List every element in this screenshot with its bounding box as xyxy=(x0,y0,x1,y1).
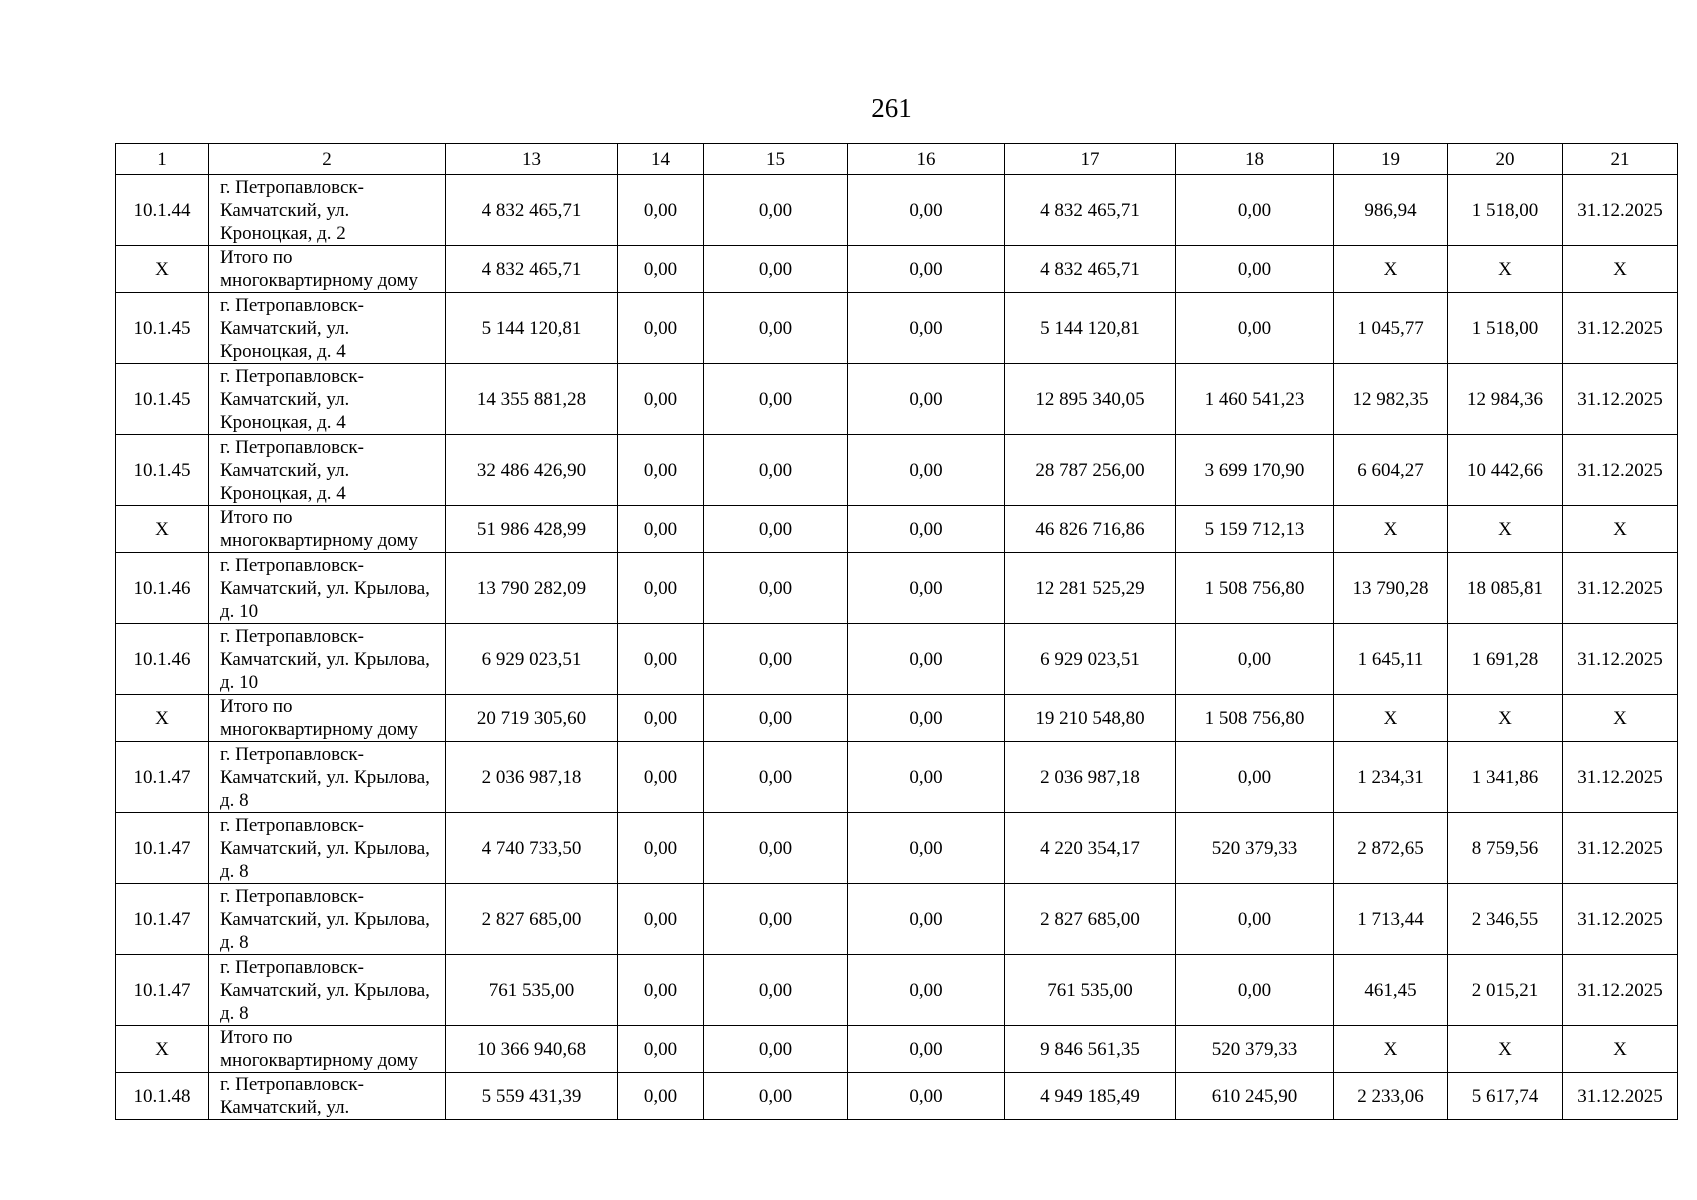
value-cell: 14 355 881,28 xyxy=(446,364,618,435)
value-cell: 12 982,35 xyxy=(1334,364,1448,435)
table-row xyxy=(116,624,1678,695)
value-cell: 31.12.2025 xyxy=(1563,884,1678,955)
column-header: 1 xyxy=(116,144,209,175)
value-cell: 1 518,00 xyxy=(1448,293,1563,364)
table-row xyxy=(116,742,1678,813)
value-cell: 0,00 xyxy=(618,624,704,695)
value-cell: 0,00 xyxy=(1176,955,1334,1026)
value-cell: 2 015,21 xyxy=(1448,955,1563,1026)
value-cell: 31.12.2025 xyxy=(1563,364,1678,435)
address-cell: г. Петропавловск-Камчатский, ул. Кроноцкая, д. 4 xyxy=(209,293,446,364)
address-cell: г. Петропавловск-Камчатский, ул. Крылова, д. 8 xyxy=(209,955,446,1026)
column-header: 20 xyxy=(1448,144,1563,175)
value-cell: 0,00 xyxy=(618,813,704,884)
value-cell: 0,00 xyxy=(618,884,704,955)
table-row xyxy=(116,553,1678,624)
value-cell: 3 699 170,90 xyxy=(1176,435,1334,506)
column-header: 17 xyxy=(1005,144,1176,175)
value-cell: 32 486 426,90 xyxy=(446,435,618,506)
value-cell: 2 233,06 xyxy=(1334,1073,1448,1120)
value-cell: Х xyxy=(1448,246,1563,293)
value-cell: 2 036 987,18 xyxy=(446,742,618,813)
value-cell: 12 895 340,05 xyxy=(1005,364,1176,435)
value-cell: 4 220 354,17 xyxy=(1005,813,1176,884)
value-cell: 12 281 525,29 xyxy=(1005,553,1176,624)
value-cell: 0,00 xyxy=(848,955,1005,1026)
column-header: 2 xyxy=(209,144,446,175)
address-cell: Итого по многоквартирному дому xyxy=(209,695,446,742)
value-cell: 0,00 xyxy=(618,695,704,742)
value-cell: 46 826 716,86 xyxy=(1005,506,1176,553)
row-number-cell: 10.1.48 xyxy=(116,1073,209,1120)
value-cell: 31.12.2025 xyxy=(1563,1073,1678,1120)
value-cell: Х xyxy=(1334,1026,1448,1073)
table-row xyxy=(116,955,1678,1026)
address-cell: Итого по многоквартирному дому xyxy=(209,506,446,553)
value-cell: 0,00 xyxy=(704,175,848,246)
value-cell: 9 846 561,35 xyxy=(1005,1026,1176,1073)
table-row xyxy=(116,813,1678,884)
value-cell: 0,00 xyxy=(704,742,848,813)
address-cell: г. Петропавловск-Камчатский, ул. Кроноцкая, д. 4 xyxy=(209,364,446,435)
value-cell: 12 984,36 xyxy=(1448,364,1563,435)
value-cell: 0,00 xyxy=(848,553,1005,624)
value-cell: 0,00 xyxy=(1176,246,1334,293)
value-cell: Х xyxy=(1448,506,1563,553)
value-cell: 0,00 xyxy=(848,175,1005,246)
column-header: 15 xyxy=(704,144,848,175)
value-cell: 8 759,56 xyxy=(1448,813,1563,884)
column-header: 13 xyxy=(446,144,618,175)
value-cell: 0,00 xyxy=(848,364,1005,435)
value-cell: 0,00 xyxy=(618,955,704,1026)
value-cell: 31.12.2025 xyxy=(1563,293,1678,364)
value-cell: 2 827 685,00 xyxy=(1005,884,1176,955)
value-cell: 0,00 xyxy=(848,742,1005,813)
value-cell: 1 691,28 xyxy=(1448,624,1563,695)
value-cell: Х xyxy=(1563,1026,1678,1073)
table-row xyxy=(116,506,1678,553)
value-cell: 1 508 756,80 xyxy=(1176,553,1334,624)
address-cell: Итого по многоквартирному дому xyxy=(209,1026,446,1073)
value-cell: 1 645,11 xyxy=(1334,624,1448,695)
value-cell: Х xyxy=(1563,246,1678,293)
value-cell: 0,00 xyxy=(1176,742,1334,813)
value-cell: 0,00 xyxy=(848,435,1005,506)
value-cell: 1 460 541,23 xyxy=(1176,364,1334,435)
value-cell: 1 518,00 xyxy=(1448,175,1563,246)
value-cell: 2 036 987,18 xyxy=(1005,742,1176,813)
value-cell: 31.12.2025 xyxy=(1563,553,1678,624)
value-cell: 31.12.2025 xyxy=(1563,813,1678,884)
value-cell: 0,00 xyxy=(618,175,704,246)
value-cell: 0,00 xyxy=(618,1026,704,1073)
table-row xyxy=(116,246,1678,293)
row-number-cell: 10.1.47 xyxy=(116,955,209,1026)
column-header: 21 xyxy=(1563,144,1678,175)
value-cell: 6 604,27 xyxy=(1334,435,1448,506)
row-number-cell: 10.1.46 xyxy=(116,624,209,695)
value-cell: 0,00 xyxy=(704,955,848,1026)
value-cell: 0,00 xyxy=(704,506,848,553)
value-cell: 4 832 465,71 xyxy=(446,175,618,246)
row-number-cell: 10.1.45 xyxy=(116,435,209,506)
value-cell: 761 535,00 xyxy=(446,955,618,1026)
value-cell: 5 559 431,39 xyxy=(446,1073,618,1120)
value-cell: 0,00 xyxy=(1176,175,1334,246)
address-cell: г. Петропавловск-Камчатский, ул. Крылова, д. 8 xyxy=(209,742,446,813)
column-header: 16 xyxy=(848,144,1005,175)
value-cell: 31.12.2025 xyxy=(1563,624,1678,695)
table-row xyxy=(116,1026,1678,1073)
value-cell: 0,00 xyxy=(704,813,848,884)
value-cell: 10 442,66 xyxy=(1448,435,1563,506)
address-cell: г. Петропавловск-Камчатский, ул. Крылова, д. 10 xyxy=(209,553,446,624)
value-cell: 0,00 xyxy=(848,1026,1005,1073)
table-row xyxy=(116,293,1678,364)
value-cell: 0,00 xyxy=(704,884,848,955)
value-cell: 4 740 733,50 xyxy=(446,813,618,884)
value-cell: Х xyxy=(1334,506,1448,553)
value-cell: 2 346,55 xyxy=(1448,884,1563,955)
address-cell: г. Петропавловск-Камчатский, ул. xyxy=(209,1073,446,1120)
row-number-cell: 10.1.47 xyxy=(116,742,209,813)
value-cell: 0,00 xyxy=(1176,293,1334,364)
value-cell: Х xyxy=(1448,695,1563,742)
value-cell: 0,00 xyxy=(704,624,848,695)
table-row xyxy=(116,435,1678,506)
value-cell: 4 832 465,71 xyxy=(1005,246,1176,293)
row-number-cell: Х xyxy=(116,246,209,293)
value-cell: Х xyxy=(1448,1026,1563,1073)
address-cell: г. Петропавловск-Камчатский, ул. Кроноцкая, д. 4 xyxy=(209,435,446,506)
value-cell: 2 827 685,00 xyxy=(446,884,618,955)
value-cell: Х xyxy=(1563,506,1678,553)
column-header: 19 xyxy=(1334,144,1448,175)
value-cell: 986,94 xyxy=(1334,175,1448,246)
value-cell: 0,00 xyxy=(848,884,1005,955)
value-cell: 5 617,74 xyxy=(1448,1073,1563,1120)
row-number-cell: Х xyxy=(116,1026,209,1073)
value-cell: 0,00 xyxy=(704,1073,848,1120)
value-cell: 13 790,28 xyxy=(1334,553,1448,624)
address-cell: г. Петропавловск-Камчатский, ул. Крылова, д. 8 xyxy=(209,813,446,884)
value-cell: 0,00 xyxy=(618,1073,704,1120)
value-cell: 0,00 xyxy=(848,813,1005,884)
value-cell: 0,00 xyxy=(618,506,704,553)
value-cell: 1 341,86 xyxy=(1448,742,1563,813)
table-row xyxy=(116,1073,1678,1120)
row-number-cell: 10.1.45 xyxy=(116,364,209,435)
value-cell: 0,00 xyxy=(618,246,704,293)
value-cell: 4 949 185,49 xyxy=(1005,1073,1176,1120)
value-cell: 18 085,81 xyxy=(1448,553,1563,624)
column-header: 14 xyxy=(618,144,704,175)
value-cell: 0,00 xyxy=(848,624,1005,695)
value-cell: 0,00 xyxy=(848,695,1005,742)
value-cell: 2 872,65 xyxy=(1334,813,1448,884)
value-cell: 1 234,31 xyxy=(1334,742,1448,813)
value-cell: 0,00 xyxy=(1176,624,1334,695)
header-row xyxy=(116,144,1678,175)
value-cell: 4 832 465,71 xyxy=(1005,175,1176,246)
value-cell: 20 719 305,60 xyxy=(446,695,618,742)
value-cell: 1 508 756,80 xyxy=(1176,695,1334,742)
table-row xyxy=(116,175,1678,246)
value-cell: 6 929 023,51 xyxy=(1005,624,1176,695)
row-number-cell: 10.1.47 xyxy=(116,813,209,884)
address-cell: г. Петропавловск-Камчатский, ул. Крылова, д. 8 xyxy=(209,884,446,955)
value-cell: 761 535,00 xyxy=(1005,955,1176,1026)
value-cell: 0,00 xyxy=(704,553,848,624)
table-row xyxy=(116,695,1678,742)
value-cell: 5 144 120,81 xyxy=(1005,293,1176,364)
row-number-cell: Х xyxy=(116,695,209,742)
value-cell: 31.12.2025 xyxy=(1563,742,1678,813)
table-body xyxy=(116,175,1678,1120)
value-cell: Х xyxy=(1334,695,1448,742)
value-cell: 5 159 712,13 xyxy=(1176,506,1334,553)
column-header: 18 xyxy=(1176,144,1334,175)
value-cell: 31.12.2025 xyxy=(1563,955,1678,1026)
row-number-cell: 10.1.47 xyxy=(116,884,209,955)
row-number-cell: 10.1.45 xyxy=(116,293,209,364)
value-cell: 4 832 465,71 xyxy=(446,246,618,293)
value-cell: 28 787 256,00 xyxy=(1005,435,1176,506)
value-cell: 0,00 xyxy=(848,1073,1005,1120)
value-cell: 0,00 xyxy=(848,506,1005,553)
value-cell: 0,00 xyxy=(704,364,848,435)
value-cell: 0,00 xyxy=(704,695,848,742)
value-cell: 6 929 023,51 xyxy=(446,624,618,695)
value-cell: 1 713,44 xyxy=(1334,884,1448,955)
value-cell: 0,00 xyxy=(704,1026,848,1073)
value-cell: 51 986 428,99 xyxy=(446,506,618,553)
address-cell: г. Петропавловск-Камчатский, ул. Кроноцкая, д. 2 xyxy=(209,175,446,246)
value-cell: 0,00 xyxy=(618,435,704,506)
page-number: 261 xyxy=(871,93,912,123)
row-number-cell: 10.1.44 xyxy=(116,175,209,246)
table-row xyxy=(116,364,1678,435)
value-cell: 13 790 282,09 xyxy=(446,553,618,624)
row-number-cell: 10.1.46 xyxy=(116,553,209,624)
value-cell: 0,00 xyxy=(618,364,704,435)
value-cell: 0,00 xyxy=(848,246,1005,293)
address-cell: Итого по многоквартирному дому xyxy=(209,246,446,293)
value-cell: 461,45 xyxy=(1334,955,1448,1026)
address-cell: г. Петропавловск-Камчатский, ул. Крылова, д. 10 xyxy=(209,624,446,695)
value-cell: 520 379,33 xyxy=(1176,1026,1334,1073)
value-cell: 10 366 940,68 xyxy=(446,1026,618,1073)
value-cell: 0,00 xyxy=(618,293,704,364)
value-cell: 0,00 xyxy=(704,293,848,364)
value-cell: 0,00 xyxy=(1176,884,1334,955)
value-cell: 19 210 548,80 xyxy=(1005,695,1176,742)
value-cell: 31.12.2025 xyxy=(1563,435,1678,506)
table-header xyxy=(116,144,1678,175)
value-cell: Х xyxy=(1334,246,1448,293)
value-cell: 0,00 xyxy=(618,742,704,813)
value-cell: 0,00 xyxy=(618,553,704,624)
value-cell: 0,00 xyxy=(704,246,848,293)
value-cell: 0,00 xyxy=(848,293,1005,364)
value-cell: 5 144 120,81 xyxy=(446,293,618,364)
value-cell: 31.12.2025 xyxy=(1563,175,1678,246)
data-table xyxy=(115,143,1678,1120)
value-cell: 0,00 xyxy=(704,435,848,506)
table-row xyxy=(116,884,1678,955)
value-cell: 1 045,77 xyxy=(1334,293,1448,364)
value-cell: 610 245,90 xyxy=(1176,1073,1334,1120)
value-cell: 520 379,33 xyxy=(1176,813,1334,884)
value-cell: Х xyxy=(1563,695,1678,742)
row-number-cell: Х xyxy=(116,506,209,553)
